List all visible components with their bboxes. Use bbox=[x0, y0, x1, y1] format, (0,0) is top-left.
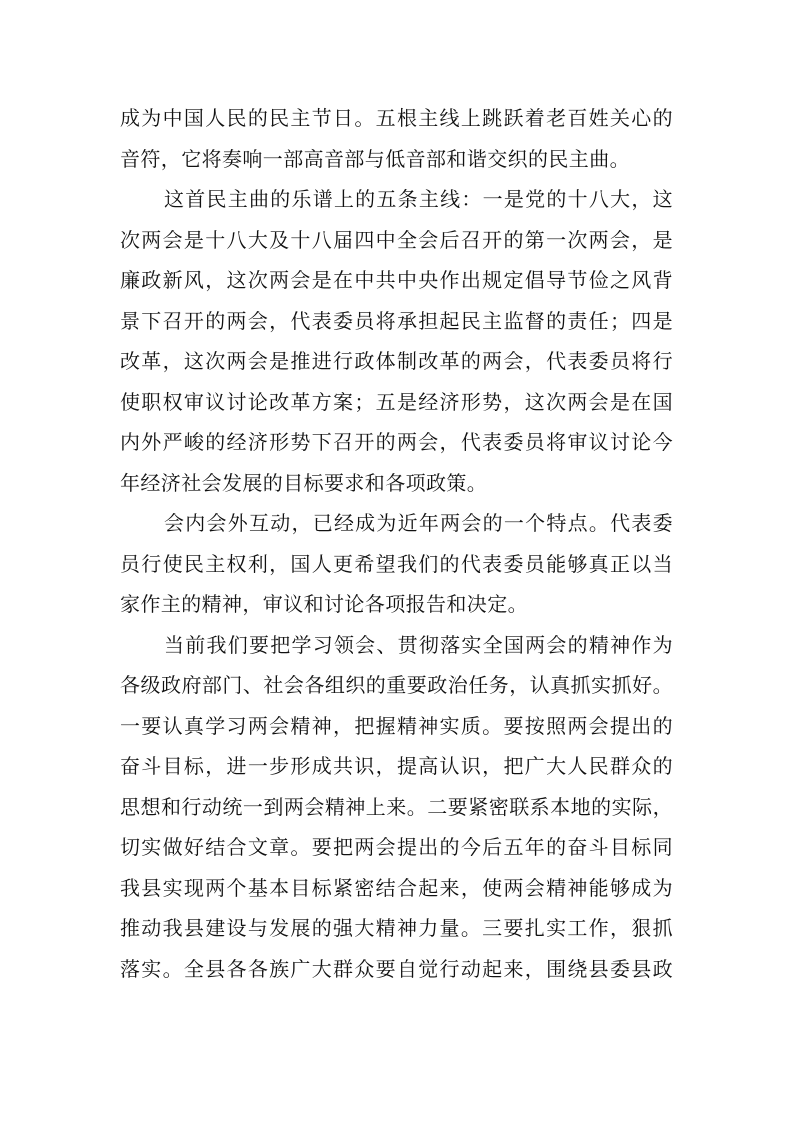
text-line: 内外严峻的经济形势下召开的两会，代表委员将审议讨论今 bbox=[120, 430, 673, 454]
text-line: 思想和行动统一到两会精神上来。二要紧密联系本地的实际， bbox=[120, 794, 673, 819]
body-text bbox=[120, 98, 673, 989]
text-line: 景下召开的两会，代表委员将承担起民主监督的责任；四是 bbox=[120, 308, 673, 333]
text-line: 年经济社会发展的目标要求和各项政策。 bbox=[120, 470, 488, 495]
text-line: 廉政新风，这次两会是在中共中央作出规定倡导节俭之风背 bbox=[120, 268, 673, 292]
text-line: 推动我县建设与发展的强大精神力量。三要扎实工作，狠抓 bbox=[120, 916, 673, 940]
text-line: 切实做好结合文章。要把两会提出的今后五年的奋斗目标同 bbox=[120, 835, 673, 859]
text-line: 员行使民主权利，国人更希望我们的代表委员能够真正以当 bbox=[120, 551, 673, 576]
text-line: 奋斗目标，进一步形成共识，提高认识，把广大人民群众的 bbox=[120, 754, 673, 778]
text-line: 成为中国人民的民主节日。五根主线上跳跃着老百姓关心的 bbox=[120, 106, 673, 130]
text-line: 落实。全县各各族广大群众要自觉行动起来，围绕县委县政 bbox=[120, 956, 673, 981]
text-line: 我县实现两个基本目标紧密结合起来，使两会精神能够成为 bbox=[120, 875, 673, 900]
text-line: 使职权审议讨论改革方案；五是经济形势，这次两会是在国 bbox=[120, 389, 673, 414]
text-line: 这首民主曲的乐谱上的五条主线：一是党的十八大，这 bbox=[164, 187, 673, 211]
text-line: 音符，它将奏响一部高音部与低音部和谐交织的民主曲。 bbox=[120, 146, 630, 171]
text-line: 会内会外互动，已经成为近年两会的一个特点。代表委 bbox=[164, 511, 673, 535]
text-line: 一要认真学习两会精神，把握精神实质。要按照两会提出的 bbox=[120, 713, 673, 738]
text-line: 各级政府部门、社会各组织的重要政治任务，认真抓实抓好。 bbox=[120, 673, 673, 697]
text-line: 次两会是十八大及十八届四中全会后召开的第一次两会，是 bbox=[120, 227, 673, 252]
text-line: 改革，这次两会是推进行政体制改革的两会，代表委员将行 bbox=[120, 349, 673, 373]
text-line: 当前我们要把学习领会、贯彻落实全国两会的精神作为 bbox=[164, 632, 673, 657]
text-line: 家作主的精神，审议和讨论各项报告和决定。 bbox=[120, 592, 528, 616]
